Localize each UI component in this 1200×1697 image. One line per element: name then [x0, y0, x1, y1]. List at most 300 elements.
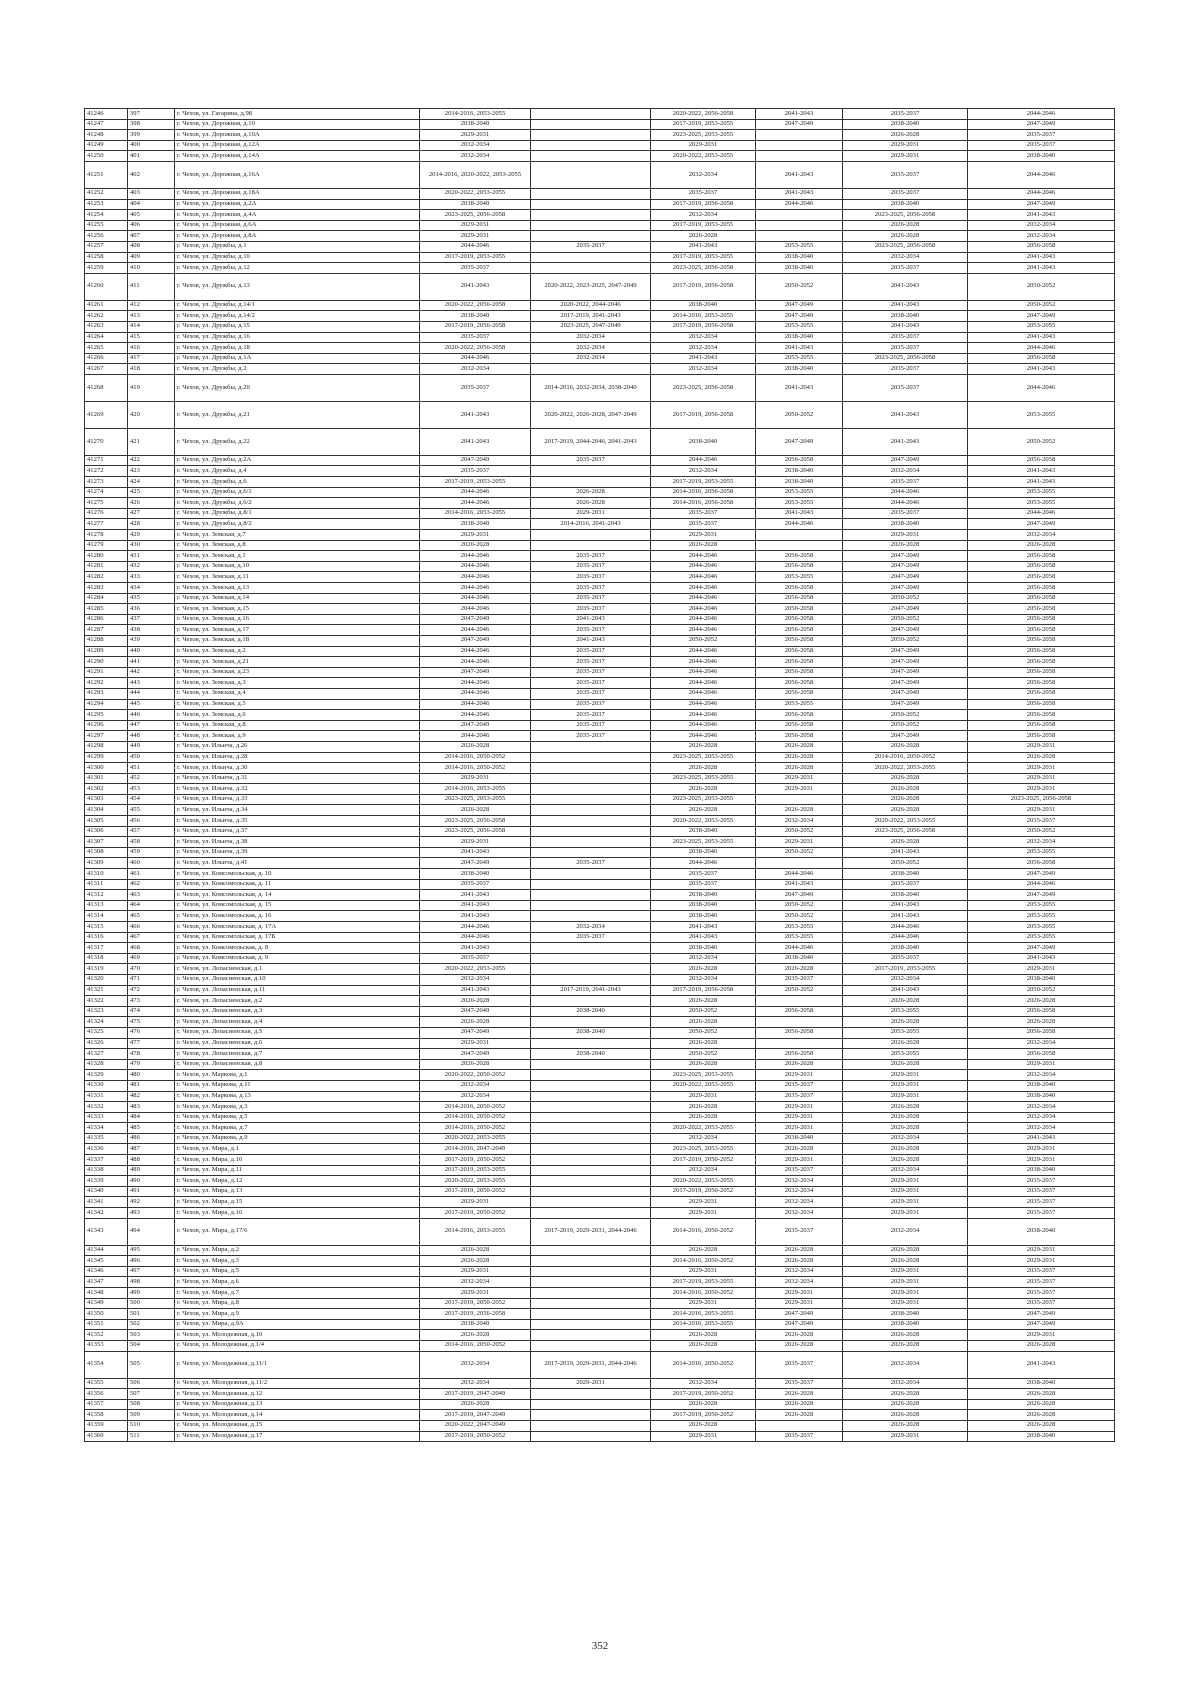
cell-period-4: [756, 540, 843, 551]
cell-row-id: 41291: [85, 667, 128, 678]
cell-row-number: 469: [128, 953, 175, 964]
cell-period-4: [756, 530, 843, 541]
cell-row-id: 41302: [85, 784, 128, 795]
cell-period-5: 2026-2028: [843, 805, 968, 816]
cell-period-5: 2026-2028: [843, 794, 968, 805]
cell-period-5: 2035-2037: [843, 477, 968, 488]
cell-row-id: 41351: [85, 1319, 128, 1330]
table-row: [85, 985, 1115, 996]
cell-row-id: 41285: [85, 604, 128, 615]
cell-period-3: 2014-2016, 2053-2055: [651, 311, 756, 322]
cell-address: г. Чехов, ул. Лопасненская, д.1: [175, 964, 420, 975]
cell-address: г. Чехов, ул. Маркова, д.3: [175, 1102, 420, 1113]
table-row: [85, 1378, 1115, 1389]
cell-period-2: [531, 1319, 651, 1330]
cell-period-4: 2029-2031: [756, 1123, 843, 1134]
cell-period-6: 2029-2031: [968, 1059, 1115, 1070]
cell-period-2: [531, 1144, 651, 1155]
table-row: [85, 879, 1115, 890]
cell-period-4: 2056-2058: [756, 720, 843, 731]
table-row: [85, 943, 1115, 954]
cell-period-6: 2044-2046: [968, 343, 1115, 354]
cell-address: г. Чехов, ул. Мира, д.2: [175, 1245, 420, 1256]
cell-period-2: [531, 530, 651, 541]
cell-row-number: 475: [128, 1017, 175, 1028]
cell-period-2: [531, 784, 651, 795]
cell-address: г. Чехов, ул. Дорожная, д.10: [175, 119, 420, 130]
cell-row-id: 41323: [85, 1006, 128, 1017]
cell-period-2: 2035-2037: [531, 241, 651, 252]
cell-period-3: 2023-2025, 2053-2055: [651, 1070, 756, 1081]
table-row: [85, 508, 1115, 519]
cell-period-1: 2032-2034: [420, 1378, 531, 1389]
cell-address: г. Чехов, ул. Ильича, д.41: [175, 858, 420, 869]
cell-address: г. Чехов, ул. Земская, д.21: [175, 657, 420, 668]
cell-period-4: 2035-2037: [756, 1218, 843, 1245]
cell-row-id: 41357: [85, 1399, 128, 1410]
cell-row-number: 409: [128, 252, 175, 263]
cell-address: г. Чехов, ул. Дружбы, д.13: [175, 273, 420, 300]
cell-row-id: 41335: [85, 1133, 128, 1144]
cell-period-4: 2050-2052: [756, 985, 843, 996]
cell-period-1: 2026-2028: [420, 1059, 531, 1070]
cell-period-1: 2044-2046: [420, 604, 531, 615]
table-row: [85, 1176, 1115, 1187]
cell-period-3: 2038-2040: [651, 890, 756, 901]
cell-period-2: [531, 151, 651, 162]
cell-period-3: 2017-2019, 2050-2052: [651, 1155, 756, 1166]
cell-address: г. Чехов, ул. Лопасненская, д.2: [175, 996, 420, 1007]
cell-period-6: 2047-2049: [968, 1319, 1115, 1330]
table-row: [85, 519, 1115, 530]
cell-period-2: 2014-2016, 2041-2043: [531, 519, 651, 530]
cell-period-1: 2044-2046: [420, 678, 531, 689]
cell-address: г. Чехов, ул. Лопасненская, д.11: [175, 985, 420, 996]
cell-row-number: 497: [128, 1266, 175, 1277]
cell-period-5: 2044-2046: [843, 922, 968, 933]
cell-period-5: 2026-2028: [843, 1017, 968, 1028]
cell-period-5: 2026-2028: [843, 1038, 968, 1049]
table-row: [85, 231, 1115, 242]
cell-period-4: 2026-2028: [756, 1340, 843, 1351]
cell-period-5: 2029-2031: [843, 1288, 968, 1299]
cell-address: г. Чехов, ул. Комсомольская, д. 8: [175, 943, 420, 954]
cell-period-3: 2050-2052: [651, 1049, 756, 1060]
cell-period-4: 2047-2049: [756, 119, 843, 130]
cell-period-4: 2026-2028: [756, 805, 843, 816]
cell-address: г. Чехов, ул. Гагарина, д.98: [175, 109, 420, 120]
cell-period-6: 2047-2049: [968, 199, 1115, 210]
cell-period-2: [531, 1133, 651, 1144]
cell-period-1: 2020-2022, 2050-2052: [420, 1070, 531, 1081]
cell-period-5: 2038-2040: [843, 519, 968, 530]
cell-address: г. Чехов, ул. Лопасненская, д.5: [175, 1027, 420, 1038]
cell-period-3: 2041-2043: [651, 241, 756, 252]
cell-period-6: 2056-2058: [968, 353, 1115, 364]
cell-row-number: 401: [128, 151, 175, 162]
cell-period-6: 2026-2028: [968, 1399, 1115, 1410]
cell-period-2: 2020-2022, 2044-2046: [531, 300, 651, 311]
cell-address: г. Чехов, ул. Мира, д.5: [175, 1266, 420, 1277]
cell-period-2: 2032-2034: [531, 343, 651, 354]
cell-period-5: 2029-2031: [843, 1186, 968, 1197]
table-row: [85, 1389, 1115, 1400]
cell-period-3: 2029-2031: [651, 1197, 756, 1208]
cell-address: г. Чехов, ул. Ильича, д.37: [175, 826, 420, 837]
cell-period-2: [531, 130, 651, 141]
cell-period-4: 2038-2040: [756, 953, 843, 964]
table-row: [85, 1133, 1115, 1144]
cell-period-2: 2035-2037: [531, 710, 651, 721]
cell-period-3: 2023-2025, 2056-2058: [651, 374, 756, 401]
cell-period-1: 2035-2037: [420, 466, 531, 477]
cell-period-3: 2014-2016, 2056-2058: [651, 498, 756, 509]
cell-period-2: [531, 837, 651, 848]
cell-row-id: 41349: [85, 1298, 128, 1309]
cell-period-2: [531, 188, 651, 199]
cell-period-5: 2032-2034: [843, 1133, 968, 1144]
cell-period-3: 2044-2046: [651, 604, 756, 615]
cell-row-number: 406: [128, 220, 175, 231]
cell-period-2: 2035-2037: [531, 667, 651, 678]
table-row: [85, 974, 1115, 985]
cell-row-id: 41268: [85, 374, 128, 401]
cell-period-4: 2026-2028: [756, 1256, 843, 1267]
cell-address: г. Чехов, ул. Молодежная, д.10: [175, 1330, 420, 1341]
cell-period-3: 2014-2016, 2050-2052: [651, 1288, 756, 1299]
cell-period-5: 2032-2034: [843, 1351, 968, 1378]
cell-row-number: 488: [128, 1155, 175, 1166]
cell-period-1: 2038-2040: [420, 519, 531, 530]
cell-row-number: 433: [128, 572, 175, 583]
cell-period-3: 2026-2028: [651, 1059, 756, 1070]
cell-period-4: [756, 1017, 843, 1028]
table-row: [85, 1197, 1115, 1208]
cell-period-5: 2032-2034: [843, 252, 968, 263]
cell-period-6: 2035-2037: [968, 130, 1115, 141]
cell-address: г. Чехов, ул. Земская, д.11: [175, 572, 420, 583]
cell-period-1: 2032-2034: [420, 974, 531, 985]
cell-period-2: [531, 763, 651, 774]
cell-period-6: 2035-2037: [968, 140, 1115, 151]
table-row: [85, 720, 1115, 731]
cell-period-6: 2056-2058: [968, 646, 1115, 657]
cell-period-1: 2017-2019, 2053-2055: [420, 252, 531, 263]
cell-period-4: 2056-2058: [756, 614, 843, 625]
cell-row-id: 41306: [85, 826, 128, 837]
cell-row-number: 508: [128, 1399, 175, 1410]
cell-period-2: [531, 847, 651, 858]
cell-period-5: 2041-2043: [843, 911, 968, 922]
cell-period-2: 2038-2040: [531, 1006, 651, 1017]
cell-period-1: 2020-2022, 2053-2055: [420, 188, 531, 199]
cell-row-number: 414: [128, 321, 175, 332]
cell-period-3: 2023-2025, 2053-2055: [651, 773, 756, 784]
table-row: [85, 1027, 1115, 1038]
cell-row-number: 479: [128, 1059, 175, 1070]
cell-period-3: 2044-2046: [651, 583, 756, 594]
cell-period-2: 2032-2034: [531, 922, 651, 933]
cell-period-1: 2047-2049: [420, 858, 531, 869]
cell-row-id: 41356: [85, 1389, 128, 1400]
cell-period-4: [756, 220, 843, 231]
cell-period-4: 2029-2031: [756, 837, 843, 848]
cell-period-5: 2026-2028: [843, 231, 968, 242]
cell-row-number: 428: [128, 519, 175, 530]
cell-row-id: 41355: [85, 1378, 128, 1389]
cell-period-2: [531, 1431, 651, 1442]
cell-address: г. Чехов, ул. Дружбы, д.12: [175, 263, 420, 274]
cell-period-5: 2035-2037: [843, 263, 968, 274]
cell-address: г. Чехов, ул. Лопасненская, д.3: [175, 1006, 420, 1017]
cell-period-2: 2035-2037: [531, 699, 651, 710]
cell-period-2: [531, 911, 651, 922]
cell-address: г. Чехов, ул. Земская, д.4: [175, 688, 420, 699]
cell-period-6: 2029-2031: [968, 741, 1115, 752]
cell-period-1: 2044-2046: [420, 561, 531, 572]
cell-period-3: 2050-2052: [651, 1027, 756, 1038]
cell-period-3: 2020-2022, 2053-2055: [651, 1080, 756, 1091]
cell-period-3: 2044-2046: [651, 710, 756, 721]
cell-row-id: 41266: [85, 353, 128, 364]
cell-period-5: 2026-2028: [843, 1112, 968, 1123]
cell-row-id: 41326: [85, 1038, 128, 1049]
cell-period-4: 2032-2034: [756, 1186, 843, 1197]
cell-period-2: [531, 263, 651, 274]
cell-period-1: 2035-2037: [420, 374, 531, 401]
cell-period-6: 2029-2031: [968, 763, 1115, 774]
cell-period-4: 2047-2049: [756, 428, 843, 455]
table-row: [85, 498, 1115, 509]
cell-period-4: 2053-2055: [756, 487, 843, 498]
cell-period-5: 2035-2037: [843, 188, 968, 199]
cell-address: г. Чехов, ул. Дружбы, д.10: [175, 252, 420, 263]
cell-row-id: 41350: [85, 1309, 128, 1320]
cell-period-4: 2056-2058: [756, 1006, 843, 1017]
cell-period-4: 2029-2031: [756, 1112, 843, 1123]
cell-period-5: 2029-2031: [843, 1080, 968, 1091]
cell-row-number: 408: [128, 241, 175, 252]
cell-period-2: 2023-2025, 2047-2049: [531, 321, 651, 332]
cell-period-2: [531, 477, 651, 488]
cell-row-number: 466: [128, 922, 175, 933]
cell-period-1: 2026-2028: [420, 805, 531, 816]
cell-period-6: 2032-2034: [968, 1102, 1115, 1113]
cell-period-4: 2038-2040: [756, 364, 843, 375]
cell-period-5: 2023-2025, 2056-2058: [843, 353, 968, 364]
cell-period-5: 2047-2049: [843, 551, 968, 562]
cell-period-6: 2056-2058: [968, 572, 1115, 583]
cell-period-2: [531, 1298, 651, 1309]
cell-period-3: 2029-2031: [651, 1266, 756, 1277]
cell-period-3: 2050-2052: [651, 635, 756, 646]
cell-row-id: 41354: [85, 1351, 128, 1378]
cell-period-3: 2026-2028: [651, 1399, 756, 1410]
cell-period-3: 2017-2019, 2050-2052: [651, 1186, 756, 1197]
cell-row-number: 485: [128, 1123, 175, 1134]
cell-address: г. Чехов, ул. Маркова, д.11: [175, 1080, 420, 1091]
cell-row-id: 41324: [85, 1017, 128, 1028]
table-row: [85, 1049, 1115, 1060]
table-row: [85, 364, 1115, 375]
cell-row-id: 41309: [85, 858, 128, 869]
cell-row-id: 41320: [85, 974, 128, 985]
cell-address: г. Чехов, ул. Дорожная, д.12А: [175, 140, 420, 151]
cell-address: г. Чехов, ул. Дружбы, д.2А: [175, 455, 420, 466]
cell-period-3: 2026-2028: [651, 784, 756, 795]
cell-period-4: 2035-2037: [756, 1165, 843, 1176]
cell-address: г. Чехов, ул. Земская, д.3: [175, 678, 420, 689]
cell-period-5: 2029-2031: [843, 1176, 968, 1187]
table-row: [85, 551, 1115, 562]
cell-period-3: 2044-2046: [651, 646, 756, 657]
cell-period-3: 2020-2022, 2053-2055: [651, 816, 756, 827]
cell-period-2: [531, 964, 651, 975]
cell-row-id: 41328: [85, 1059, 128, 1070]
cell-row-id: 41345: [85, 1256, 128, 1267]
cell-period-1: 2038-2040: [420, 119, 531, 130]
cell-period-4: 2035-2037: [756, 1080, 843, 1091]
cell-period-1: 2041-2043: [420, 428, 531, 455]
cell-period-3: 2038-2040: [651, 300, 756, 311]
cell-row-id: 41329: [85, 1070, 128, 1081]
cell-period-5: 2029-2031: [843, 151, 968, 162]
cell-row-number: 493: [128, 1208, 175, 1219]
cell-row-number: 494: [128, 1218, 175, 1245]
cell-address: г. Чехов, ул. Комсомольская, д. 17А: [175, 922, 420, 933]
cell-period-2: [531, 1277, 651, 1288]
cell-period-4: 2035-2037: [756, 1378, 843, 1389]
cell-period-4: 2026-2028: [756, 763, 843, 774]
cell-period-5: 2029-2031: [843, 1277, 968, 1288]
cell-period-2: 2020-2022, 2026-2028, 2047-2049: [531, 401, 651, 428]
cell-period-1: 2026-2028: [420, 741, 531, 752]
cell-row-id: 41277: [85, 519, 128, 530]
cell-period-5: 2020-2022, 2053-2055: [843, 763, 968, 774]
table-row: [85, 572, 1115, 583]
table-row: [85, 428, 1115, 455]
cell-row-id: 41271: [85, 455, 128, 466]
cell-address: г. Чехов, ул. Земская, д.16: [175, 614, 420, 625]
cell-address: г. Чехов, ул. Мира, д.3: [175, 1256, 420, 1267]
table-row: [85, 847, 1115, 858]
cell-row-number: 456: [128, 816, 175, 827]
cell-row-number: 505: [128, 1351, 175, 1378]
cell-row-id: 41308: [85, 847, 128, 858]
cell-period-4: 2035-2037: [756, 1431, 843, 1442]
cell-row-number: 463: [128, 890, 175, 901]
cell-period-4: 2026-2028: [756, 1245, 843, 1256]
cell-period-6: 2056-2058: [968, 635, 1115, 646]
cell-row-id: 41288: [85, 635, 128, 646]
cell-address: г. Чехов, ул. Дружбы, д.8/1: [175, 508, 420, 519]
cell-period-3: 2032-2034: [651, 343, 756, 354]
cell-period-4: 2029-2031: [756, 1070, 843, 1081]
cell-period-6: 2050-2052: [968, 273, 1115, 300]
cell-row-number: 412: [128, 300, 175, 311]
cell-period-1: 2029-2031: [420, 1038, 531, 1049]
cell-period-6: 2050-2052: [968, 826, 1115, 837]
table-row: [85, 1218, 1115, 1245]
cell-period-6: 2041-2043: [968, 1351, 1115, 1378]
cell-period-3: 2026-2028: [651, 996, 756, 1007]
cell-address: г. Чехов, ул. Ильича, д.34: [175, 805, 420, 816]
cell-row-id: 41251: [85, 161, 128, 188]
cell-row-id: 41283: [85, 583, 128, 594]
cell-row-id: 41322: [85, 996, 128, 1007]
cell-period-4: 2038-2040: [756, 263, 843, 274]
cell-period-6: 2041-2043: [968, 953, 1115, 964]
cell-period-6: 2053-2055: [968, 401, 1115, 428]
cell-row-id: 41301: [85, 773, 128, 784]
cell-period-3: 2038-2040: [651, 943, 756, 954]
table-row: [85, 109, 1115, 120]
cell-period-3: 2023-2025, 2053-2055: [651, 794, 756, 805]
cell-period-6: 2026-2028: [968, 1017, 1115, 1028]
cell-period-3: 2026-2028: [651, 540, 756, 551]
cell-period-1: 2038-2040: [420, 869, 531, 880]
cell-address: г. Чехов, ул. Дружбы, д.2: [175, 364, 420, 375]
table-row: [85, 1340, 1115, 1351]
cell-row-number: 468: [128, 943, 175, 954]
cell-period-4: [756, 794, 843, 805]
cell-period-5: 2026-2028: [843, 773, 968, 784]
cell-period-6: 2038-2040: [968, 1165, 1115, 1176]
cell-period-6: 2032-2034: [968, 1112, 1115, 1123]
table-row: [85, 890, 1115, 901]
cell-period-6: 2056-2058: [968, 678, 1115, 689]
cell-row-number: 403: [128, 188, 175, 199]
cell-period-2: [531, 1245, 651, 1256]
cell-period-5: 2026-2028: [843, 220, 968, 231]
cell-period-5: 2029-2031: [843, 1197, 968, 1208]
cell-period-5: 2032-2034: [843, 1165, 968, 1176]
cell-period-5: 2047-2049: [843, 583, 968, 594]
cell-period-5: 2044-2046: [843, 932, 968, 943]
table-row: [85, 1298, 1115, 1309]
table-row: [85, 1080, 1115, 1091]
cell-address: г. Чехов, ул. Комсомольская, д. 16: [175, 911, 420, 922]
cell-period-5: 2026-2028: [843, 996, 968, 1007]
cell-period-2: [531, 140, 651, 151]
cell-period-6: 2029-2031: [968, 1144, 1115, 1155]
table-row: [85, 773, 1115, 784]
cell-period-1: 2014-2016, 2050-2052: [420, 763, 531, 774]
cell-row-number: 439: [128, 635, 175, 646]
cell-period-4: 2056-2058: [756, 455, 843, 466]
cell-period-1: 2044-2046: [420, 922, 531, 933]
cell-address: г. Чехов, ул. Дружбы, д.21: [175, 401, 420, 428]
cell-period-5: 2047-2049: [843, 699, 968, 710]
cell-address: г. Чехов, ул. Земская, д.6: [175, 710, 420, 721]
cell-period-2: 2014-2016, 2032-2034, 2038-2040: [531, 374, 651, 401]
cell-period-6: 2047-2049: [968, 519, 1115, 530]
cell-row-number: 423: [128, 466, 175, 477]
cell-period-5: 2017-2019, 2053-2055: [843, 964, 968, 975]
table-row: [85, 604, 1115, 615]
cell-period-3: 2026-2028: [651, 1420, 756, 1431]
cell-period-6: 2035-2037: [968, 1197, 1115, 1208]
cell-period-4: 2050-2052: [756, 911, 843, 922]
cell-address: г. Чехов, ул. Дружбы, д.15: [175, 321, 420, 332]
cell-address: г. Чехов, ул. Ильича, д.33: [175, 794, 420, 805]
table-row: [85, 678, 1115, 689]
cell-period-3: 2026-2028: [651, 1038, 756, 1049]
cell-period-3: 2026-2028: [651, 964, 756, 975]
cell-address: г. Чехов, ул. Дорожная, д.16А: [175, 161, 420, 188]
cell-row-number: 411: [128, 273, 175, 300]
cell-period-3: 2029-2031: [651, 530, 756, 541]
